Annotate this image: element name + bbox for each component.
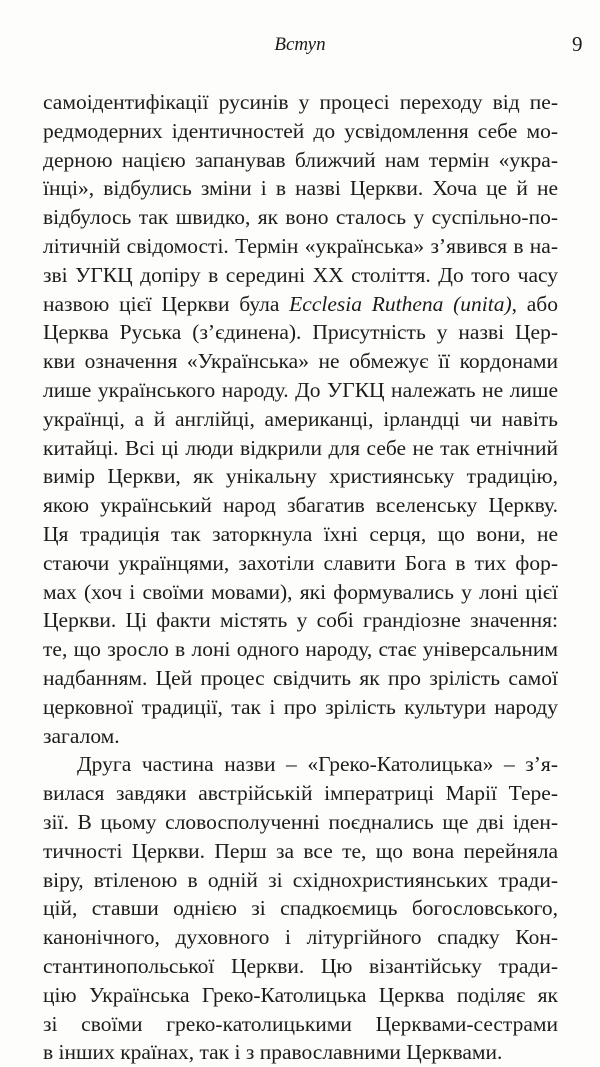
text-segment: , або <box>511 291 558 316</box>
paragraph <box>43 88 558 750</box>
text-line <box>43 117 558 146</box>
text-line <box>43 232 558 261</box>
text-segment: віру, втіленою в одній зі східнохристиянських тради- <box>43 867 558 892</box>
text-line <box>43 808 558 837</box>
body-text <box>43 88 558 1067</box>
text-line <box>43 1010 558 1039</box>
text-line <box>43 405 558 434</box>
text-segment: Друга частина назви – «Греко-Католицька» – з’я- <box>77 752 558 777</box>
text-segment: тичності Церкви. Перш за все те, що вона перейняла <box>43 838 558 863</box>
text-line <box>43 664 558 693</box>
text-segment: їнці», відбулись зміни і в назві Церкви. Хоча це й не <box>43 176 558 201</box>
text-segment: цію Українська Греко-Католицька Церква поділяє як <box>43 982 558 1007</box>
text-segment: цій, ставши однією зі спадкоємиць богословського, <box>43 896 558 921</box>
italic-text: Ecclesia Ruthena (unita) <box>289 291 512 316</box>
text-line <box>43 347 558 376</box>
text-line <box>43 462 558 491</box>
running-head: Вступ <box>274 34 326 55</box>
text-line <box>43 146 558 175</box>
text-segment: самоідентифікації русинів у процесі переходу від пе- <box>43 90 558 114</box>
text-line <box>43 606 558 635</box>
text-segment: вимір Церкви, як унікальну християнську традицію, <box>43 464 558 489</box>
paragraph <box>43 750 558 1067</box>
text-line <box>43 290 558 319</box>
text-segment: те, що зросло в лоні одного народу, стає універсальним <box>43 637 558 662</box>
text-line <box>43 750 558 779</box>
text-segment: вилася завдяки австрійській імператриці Марії Тере- <box>43 781 558 806</box>
text-line <box>43 376 558 405</box>
text-segment: відбулось так швидко, як воно сталось у суспільно-по- <box>43 205 558 230</box>
text-segment: Церква Руська (з’єдинена). Присутність у назві Цер- <box>43 320 558 345</box>
text-segment: надбанням. Цей процес свідчить як про зрілість самої <box>43 665 558 690</box>
text-segment: лише українського народу. До УГКЦ належать не лише <box>43 377 558 402</box>
text-line <box>43 952 558 981</box>
text-segment: зві УГКЦ допіру в середині ХХ століття. До того часу <box>43 262 558 287</box>
text-line <box>43 722 558 751</box>
text-segment: китайці. Всі ці люди відкрили для себе не так етнічний <box>43 435 558 460</box>
text-line <box>43 203 558 232</box>
text-line <box>43 837 558 866</box>
text-line <box>43 779 558 808</box>
text-segment: назвою цієї Церкви була <box>43 291 290 316</box>
text-segment: мах (хоч і своїми мовами), які формувались у лоні цієї <box>43 579 558 604</box>
text-line <box>43 174 558 203</box>
text-segment: канонічного, духовного і літургійного спадку Кон- <box>43 925 558 950</box>
text-line <box>43 693 558 722</box>
text-line <box>43 520 558 549</box>
text-segment: якою український народ збагатив вселенську Церкву. <box>43 493 558 518</box>
text-line <box>43 866 558 895</box>
text-segment: стантинопольської Церкви. Цю візантійську тради- <box>43 953 558 978</box>
text-segment: українці, а й англійці, американці, ірландці чи навіть <box>43 406 558 431</box>
text-segment: кви означення «Українська» не обмежує її кордонами <box>43 349 558 374</box>
text-line <box>43 261 558 290</box>
page-number: 9 <box>572 32 583 56</box>
text-segment: Ця традиція так заторкнула їхні серця, що вони, не <box>43 521 558 546</box>
text-line <box>43 434 558 463</box>
text-segment: редмодерних ідентичностей до усвідомлення себе мо- <box>43 118 558 143</box>
text-line <box>43 923 558 952</box>
text-segment: в інших країнах, так і з православними Церквами. <box>43 1040 503 1065</box>
text-line <box>43 549 558 578</box>
text-line <box>43 635 558 664</box>
text-segment: літичній свідомості. Термін «українська» з’явився в на- <box>43 233 558 258</box>
text-segment: зі своїми греко-католицькими Церквами-сестрами <box>43 1011 558 1036</box>
text-line <box>43 491 558 520</box>
text-segment: зії. В цьому словосполученні поєднались ще дві іден- <box>43 809 558 834</box>
text-line <box>43 578 558 607</box>
text-line <box>43 88 558 117</box>
text-line <box>43 981 558 1010</box>
text-segment: стаючи українцями, захотіли славити Бога в тих фор- <box>43 550 558 575</box>
text-segment: загалом. <box>43 723 120 748</box>
text-segment: дерною нацією запанував ближчий нам термін «укра- <box>43 147 558 172</box>
text-line <box>43 1038 558 1067</box>
text-line <box>43 318 558 347</box>
text-segment: Церкви. Ці факти містять у собі грандіозне значення: <box>43 608 558 633</box>
text-line <box>43 894 558 923</box>
text-segment: церковної традиції, так і про зрілість культури народу <box>43 694 558 719</box>
